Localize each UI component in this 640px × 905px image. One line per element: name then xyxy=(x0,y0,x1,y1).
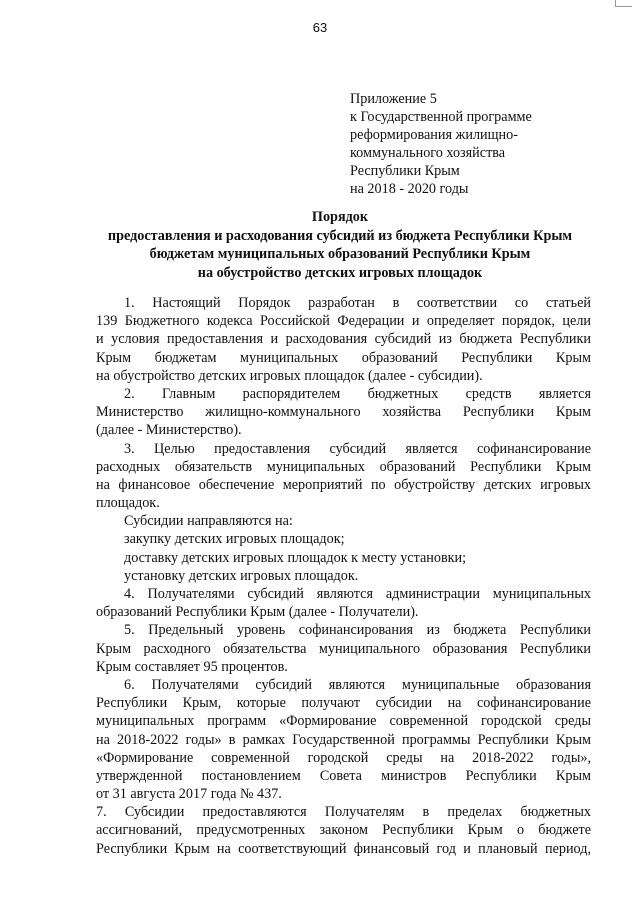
body-line: муниципальных программ «Формирование современной городской среды xyxy=(96,713,591,730)
body-line: Министерство жилищно-коммунального хозяйства Республики Крым xyxy=(96,404,591,421)
appendix-line: на 2018 - 2020 годы xyxy=(350,181,469,197)
appendix-line: Республики Крым xyxy=(350,163,460,179)
body-line: «Формирование современной городской среды на 2018-2022 годы», xyxy=(96,749,591,766)
body-line: на обустройство детских игровых площадок (далее - субсидии). xyxy=(96,367,483,384)
body-line: на финансовое обеспечение мероприятий по обустройству детских игровых xyxy=(96,476,591,493)
body-line: на 2018-2022 годы» в рамках Государственной программы Республики Крым xyxy=(96,731,591,748)
document-title xyxy=(60,208,620,282)
title-line: Порядок xyxy=(311,209,369,225)
body-line: утвержденной постановлением Совета министров Республики Крым xyxy=(96,767,591,784)
body-line: образований Республики Крым (далее - Получатели). xyxy=(96,604,419,621)
body-line: 3. Целью предоставления субсидий является софинансирование xyxy=(124,440,591,457)
body-line: от 31 августа 2017 года № 437. xyxy=(96,786,282,803)
body-line: 5. Предельный уровень софинансирования из бюджета Республики xyxy=(124,622,591,639)
appendix-line: коммунального хозяйства xyxy=(350,145,506,161)
body-line: установку детских игровых площадок. xyxy=(124,567,359,584)
page-number: 63 xyxy=(312,20,328,35)
body-line: 2. Главным распорядителем бюджетных средств является xyxy=(124,385,591,402)
body-line: Крым бюджетам муниципальных образований Республики Крым xyxy=(96,349,591,366)
body-line: Крым расходного обязательства муниципального образования Республики xyxy=(96,640,591,657)
body-line: 1. Настоящий Порядок разработан в соответствии со статьей xyxy=(124,295,591,311)
body-line: площадок. xyxy=(96,495,160,512)
body-line: (далее - Министерство). xyxy=(96,422,242,439)
document-body xyxy=(96,294,591,858)
body-line: Республики Крым, которые получают субсидии на софинансирование xyxy=(96,695,591,712)
body-line: Субсидии направляются на: xyxy=(124,513,293,530)
body-line: доставку детских игровых площадок к месту установки; xyxy=(124,549,467,566)
body-line: закупку детских игровых площадок; xyxy=(124,531,345,548)
body-line: 6. Получателями субсидий являются муниципальные образования xyxy=(124,676,591,693)
appendix-line: Приложение 5 xyxy=(350,91,437,107)
appendix-header xyxy=(350,90,600,198)
body-line: расходных обязательств муниципальных образований Республики Крым xyxy=(96,458,591,475)
body-line: 4. Получателями субсидий являются администрации муниципальных xyxy=(124,586,591,602)
title-line: предоставления и расходования субсидий из бюджета Республики Крым xyxy=(107,227,573,244)
body-line: ассигнований, предусмотренных законом Республики Крым о бюджете xyxy=(96,822,591,839)
body-line: и условия предоставления и расходования субсидий из бюджета Республики xyxy=(96,331,591,348)
body-line: Республики Крым на соответствующий финансовый год и плановый период, xyxy=(96,840,591,857)
title-line: бюджетам муниципальных образований Республики Крым xyxy=(149,246,531,262)
appendix-line: реформирования жилищно- xyxy=(350,127,518,143)
title-line: на обустройство детских игровых площадок xyxy=(197,264,483,281)
appendix-line: к Государственной программе xyxy=(350,109,532,125)
body-line: 7. Субсидии предоставляются Получателям в пределах бюджетных xyxy=(96,804,591,821)
body-line: Крым составляет 95 процентов. xyxy=(96,658,288,675)
body-line: 139 Бюджетного кодекса Российской Федерации и определяет порядок, цели xyxy=(96,313,591,330)
scan-corner-mark xyxy=(615,0,632,7)
